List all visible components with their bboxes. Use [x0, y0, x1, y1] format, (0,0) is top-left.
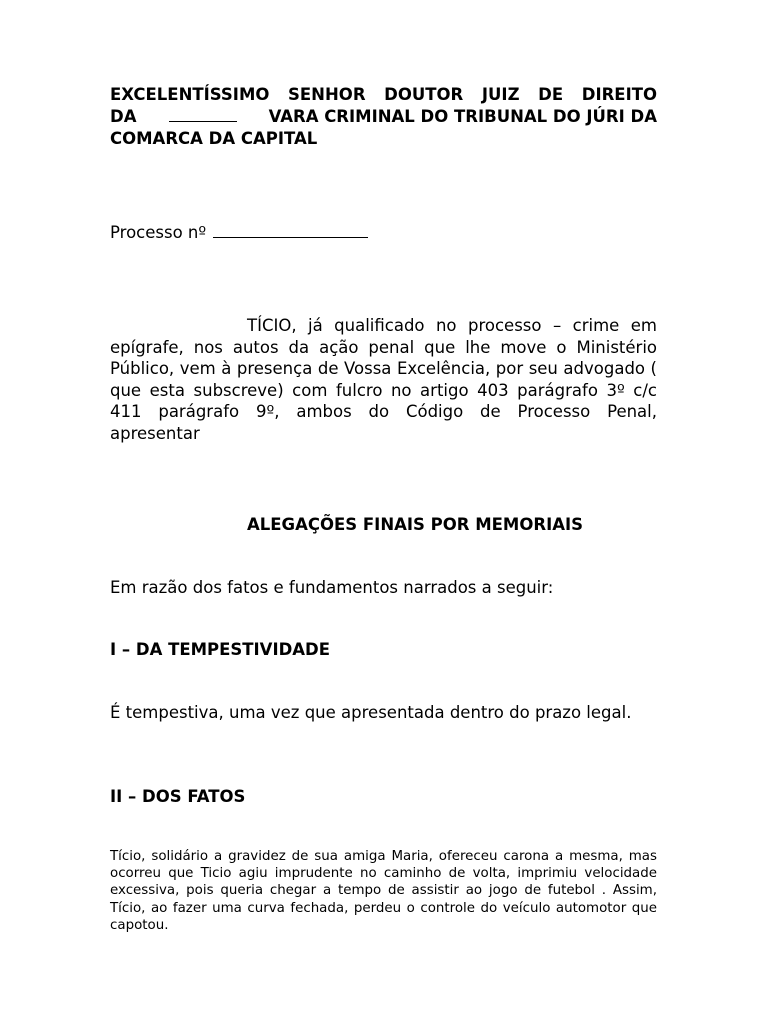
addressee-line-2-prefix: DA	[110, 107, 137, 126]
addressee-line-3: COMARCA DA CAPITAL	[110, 129, 318, 148]
processo-line	[110, 222, 657, 244]
section-fatos-text: Tício, solidário a gravidez de sua amiga Maria, ofereceu carona a mesma, mas ocorreu que Ticio agiu imprudente no caminho de volta, imprimiu velocidade excessiva, pois queria chegar a tempo de assistir ao jogo de futebol . Assim, Tício, ao fazer uma curva fechada, perdeu o controle do veículo automotor que capotou.	[110, 849, 657, 933]
section-tempestividade-text: É tempestiva, uma vez que apresentada dentro do prazo legal.	[110, 703, 632, 722]
addressee-line-2	[110, 106, 657, 128]
addressee-heading	[110, 84, 657, 150]
addressee-line-2-suffix: VARA CRIMINAL DO TRIBUNAL DO JÚRI DA	[268, 107, 657, 126]
processo-number-blank	[213, 223, 368, 238]
document-title: ALEGAÇÕES FINAIS POR MEMORIAIS	[247, 515, 584, 534]
section-fatos-title: II – DOS FATOS	[110, 787, 246, 806]
vara-number-blank	[169, 107, 237, 122]
addressee-line-1: EXCELENTÍSSIMO SENHOR DOUTOR JUIZ DE DIREITO	[110, 85, 657, 104]
processo-label: Processo nº	[110, 223, 207, 242]
intro-paragraph: TÍCIO, já qualificado no processo – crime em epígrafe, nos autos da ação penal que lhe move o Ministério Público, vem à presença de Vossa Excelência, por seu advogado ( que esta subscreve) com fulcro no artigo 403 parágrafo 3º c/c 411 parágrafo 9º, ambos do Código de Processo Penal, apresentar	[110, 316, 657, 443]
transition-paragraph: Em razão dos fatos e fundamentos narrados a seguir:	[110, 578, 554, 597]
section-tempestividade-title: I – DA TEMPESTIVIDADE	[110, 640, 331, 659]
